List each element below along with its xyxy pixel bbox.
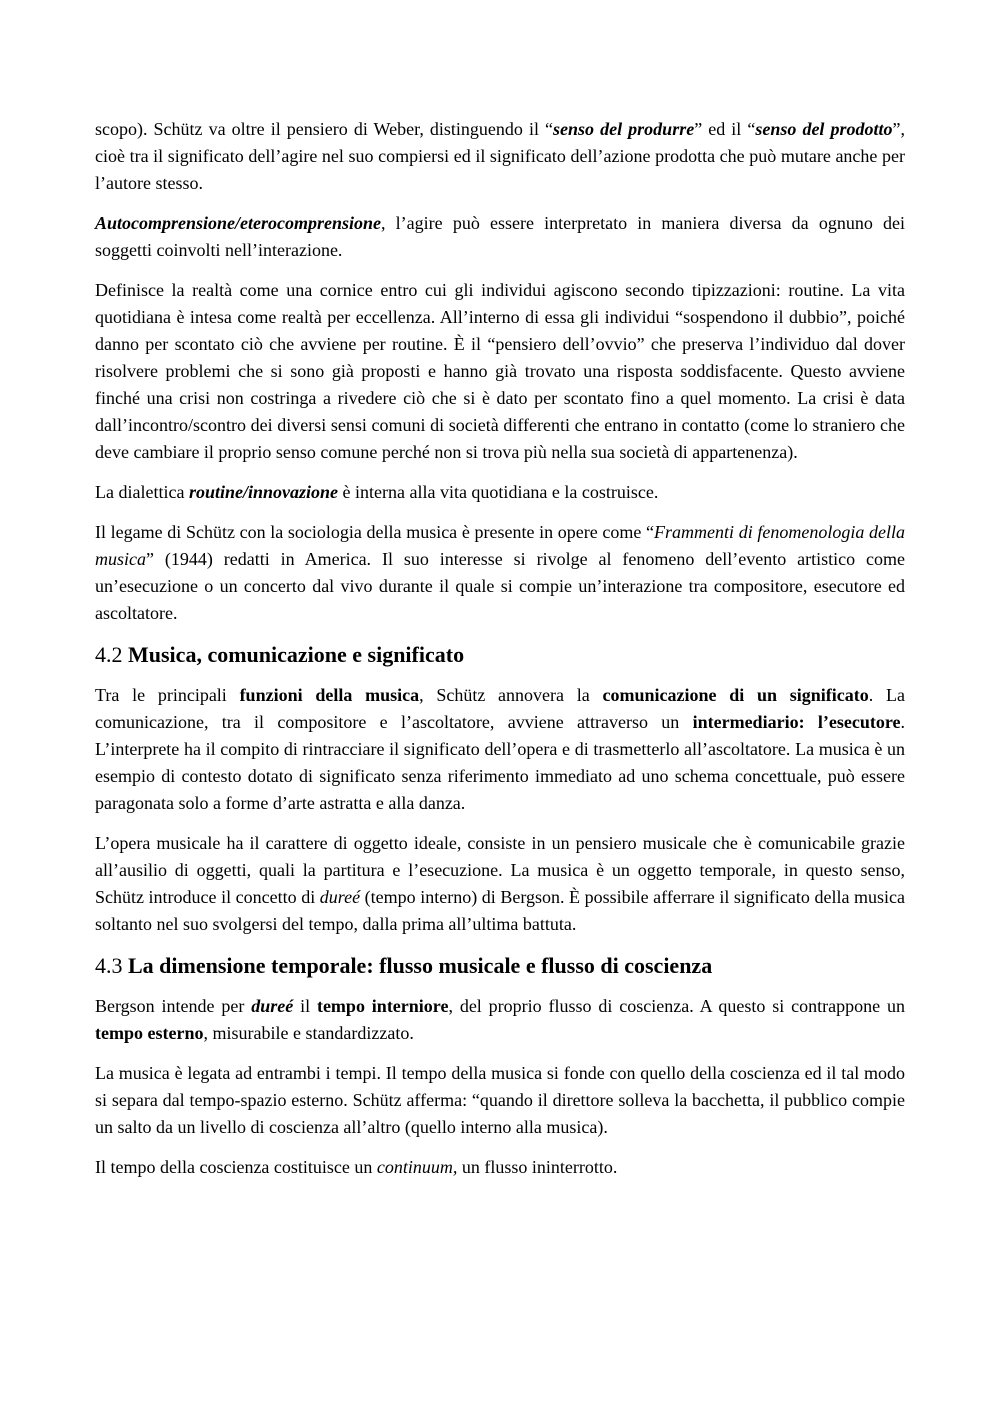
- text: Il legame di Schütz con la sociologia della musica è presente in opere come “: [95, 522, 655, 542]
- term-tempo-esterno: tempo esterno: [95, 1023, 204, 1043]
- document-page: [95, 116, 905, 1194]
- paragraph-autocomprensione: [95, 210, 905, 264]
- paragraph-opera-musicale: [95, 830, 905, 938]
- term-senso-del-produrre: senso del produrre: [553, 119, 695, 139]
- text: . L’interprete ha il compito di rintracciare il significato dell’opera e di trasmetterlo all’ascoltatore. La musica è un esempio di contesto dotato di significato senza riferimento immediato ad uno schema concettuale, può essere paragonata solo a forme d’arte astratta e alla danza.: [95, 712, 905, 813]
- text: , Schütz annovera la: [419, 685, 603, 705]
- section-title: La dimensione temporale: flusso musicale e flusso di coscienza: [128, 953, 713, 978]
- text: Bergson intende per: [95, 996, 252, 1016]
- text: è interna alla vita quotidiana e la costruisce.: [338, 482, 659, 502]
- term-continuum: continuum,: [376, 1157, 458, 1177]
- term-intermediario: intermediario: l’esecutore: [692, 712, 901, 732]
- paragraph-continuum: [95, 1154, 905, 1181]
- text: ” (1944) redatti in America. Il suo interesse si rivolge al fenomeno dell’evento artistico come un’esecuzione o un concerto dal vivo durante il quale si compie un’interazione tra compositore, esecutore ed ascoltatore.: [95, 549, 905, 623]
- text: un flusso ininterrotto.: [457, 1157, 618, 1177]
- text: Tra le principali: [95, 685, 240, 705]
- paragraph-legame: [95, 519, 905, 627]
- term-funzioni: funzioni della musica: [239, 685, 420, 705]
- text: Il tempo della coscienza costituisce un: [95, 1157, 377, 1177]
- term-comunicazione: comunicazione di un significato: [602, 685, 869, 705]
- paragraph-musica-tempi: [95, 1060, 905, 1141]
- text: ”, cioè tra il significato dell’agire nel suo compiersi ed il significato dell’azione prodotta che può mutare anche per l’autore stesso.: [95, 119, 906, 193]
- text: ” ed il “: [694, 119, 756, 139]
- text: . La comunicazione, tra il compositore e l’ascoltatore, avviene attraverso un: [95, 685, 906, 732]
- text: (tempo interno) di Bergson. È possibile afferrare il significato della musica soltanto nel suo svolgersi del tempo, dalla prima all’ultima battuta.: [95, 887, 905, 934]
- section-heading-4-3: [95, 951, 905, 980]
- text: La dialettica: [95, 482, 189, 502]
- paragraph-bergson: [95, 993, 905, 1047]
- term-duree: dureé: [319, 887, 361, 907]
- term-autocomprensione: Autocomprensione/eterocomprensione: [95, 213, 382, 233]
- text: , misurabile e standardizzato.: [203, 1023, 414, 1043]
- work-title: Frammenti di fenomenologia della musica: [95, 522, 905, 569]
- text: L’opera musicale ha il carattere di oggetto ideale, consiste in un pensiero musicale che è comunicabile grazie all’ausilio di oggetti, quali la partitura e l’esecuzione. La musica è un oggetto temporale, in questo senso, Schütz introduce il concetto di: [95, 833, 905, 907]
- section-heading-4-2: [95, 640, 905, 669]
- paragraph-funzioni: [95, 682, 905, 817]
- section-number: 4.3: [95, 953, 128, 978]
- term-tempo-interniore: tempo interniore: [316, 996, 449, 1016]
- term-duree: dureé: [251, 996, 294, 1016]
- section-number: 4.2: [95, 642, 128, 667]
- section-title: Musica, comunicazione e significato: [128, 642, 465, 667]
- term-senso-del-prodotto: senso del prodotto: [755, 119, 893, 139]
- term-routine-innovazione: routine/innovazione: [188, 482, 338, 502]
- paragraph-dialettica: [95, 479, 905, 506]
- text: Definisce la realtà come una cornice entro cui gli individui agiscono secondo tipizzazioni: routine. La vita quotidiana è intesa come realtà per eccellenza. All’interno di essa gli individui “sospendono il dubbio”, poiché danno per scontato ciò che avviene per routine. È il “pensiero dell’ovvio” che preserva l’individuo dal dover risolvere problemi che si sono già proposti e hanno già trovato una risposta soddisfacente. Questo avviene finché una crisi non costringa a rivedere ciò che si è dato per scontato fino a quel momento. La crisi è data dall’incontro/scontro dei diversi sensi comuni di società differenti che entrano in contatto (come lo straniero che deve cambiare il proprio senso comune perché non si trova più nella sua società di appartenenza).: [95, 280, 905, 462]
- text: scopo). Schütz va oltre il pensiero di Weber, distinguendo il “: [95, 119, 554, 139]
- text: il: [293, 996, 317, 1016]
- text: , l’agire può essere interpretato in maniera diversa da ognuno dei soggetti coinvolti nell’interazione.: [95, 213, 905, 260]
- text: , del proprio flusso di coscienza. A questo si contrappone un: [448, 996, 905, 1016]
- paragraph-senso: [95, 116, 905, 197]
- text: La musica è legata ad entrambi i tempi. Il tempo della musica si fonde con quello della coscienza ed il tal modo si separa dal tempo-spazio esterno. Schütz afferma: “quando il direttore solleva la bacchetta, il pubblico compie un salto da un livello di coscienza all’altro (quello interno alla musica).: [95, 1063, 905, 1137]
- paragraph-realta: [95, 277, 905, 466]
